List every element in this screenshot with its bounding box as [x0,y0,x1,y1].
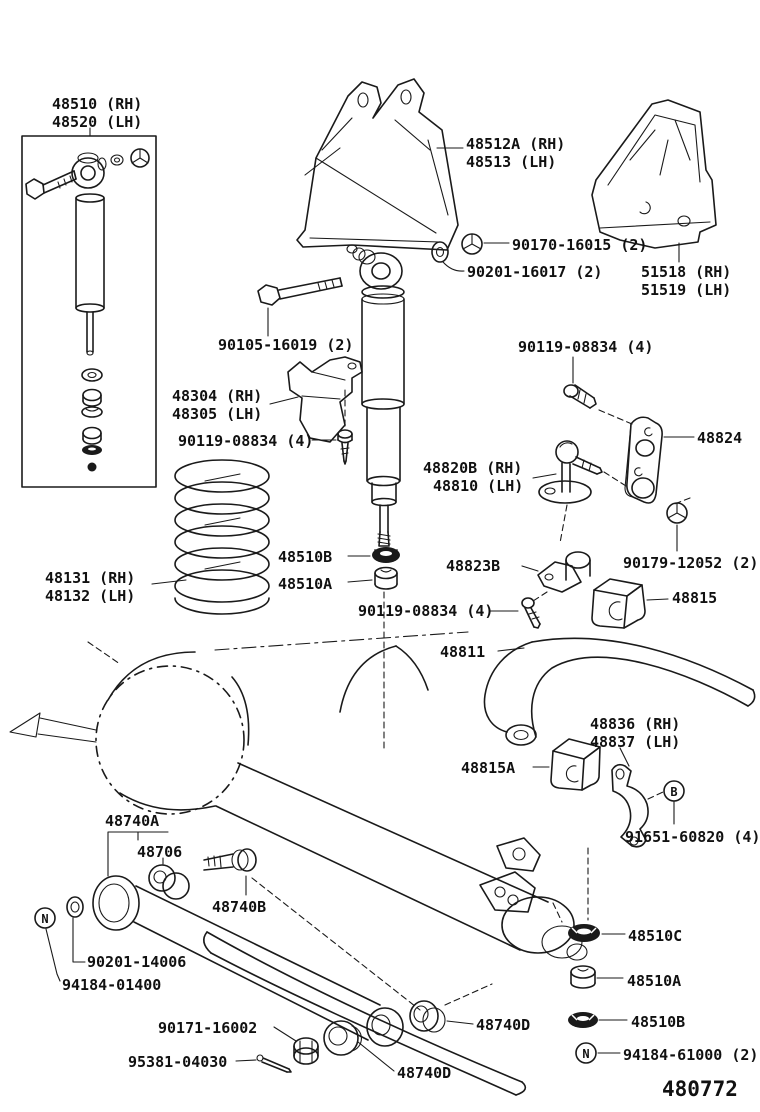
label-90119-right: 90119-08834 (4) [518,338,654,356]
bolt-90105 [258,278,342,305]
label-90119-mid: 90119-08834 (4) [358,602,494,620]
label-48740d-bottom: 48740D [397,1064,452,1082]
label-48510c: 48510C [628,927,683,945]
cotter-pin-95381 [257,1055,291,1072]
label-48740a: 48740A [105,812,160,830]
bolt-48740b [204,849,256,871]
label-48740b: 48740B [212,898,267,916]
washer-90201-16017 [432,242,448,262]
marker-n-letter-left: N [41,912,49,926]
label-90105-16019: 90105-16019 (2) [218,336,354,354]
stabilizer-link [539,441,602,503]
label-48815: 48815 [672,589,718,607]
coil-spring [175,460,269,614]
label-48132-lh: 48132 (LH) [45,587,136,605]
label-48824: 48824 [697,429,743,447]
label-48510b-right: 48510B [631,1013,686,1031]
label-48510a-center: 48510A [278,575,333,593]
washer-48510c [568,924,600,942]
plate-48824 [625,417,662,503]
label-90171-16002: 90171-16002 [158,1019,258,1037]
label-48823b: 48823B [446,557,501,575]
label-48512a-rh: 48512A (RH) [466,135,566,153]
label-48513-lh: 48513 (LH) [466,153,557,171]
label-90179-12052: 90179-12052 (2) [623,554,759,572]
label-48836-rh: 48836 (RH) [590,715,681,733]
marker-n-letter-right: N [582,1047,590,1061]
label-48510b-center: 48510B [278,548,333,566]
nut-90171 [294,1038,318,1064]
washer-90201-14006 [67,897,83,917]
nut-90179 [667,503,687,523]
label-51518-rh: 51518 (RH) [641,263,732,281]
upper-shock-bracket [297,79,458,250]
label-94184-01400: 94184-01400 [62,976,162,994]
bushing-48706 [149,865,189,899]
cushion-48510a-center [375,568,397,590]
boxed-shock-absorber-assembly [22,128,156,487]
label-48520-lh: 48520 (LH) [52,113,143,131]
label-90201-16017: 90201-16017 (2) [467,263,603,281]
bushing-48740d-bottom [324,1021,361,1055]
label-95381-04030: 95381-04030 [128,1053,228,1071]
label-94184-61000: 94184-61000 (2) [623,1046,759,1064]
screw-90119-mid [522,598,540,628]
bushing-48740d-right [410,1001,445,1032]
label-48510a-right: 48510A [627,972,682,990]
bushing-48815 [592,579,645,628]
label-48811: 48811 [440,643,486,661]
nut-90170 [462,234,482,254]
screw-90119-right [564,385,596,408]
marker-n-circle-left [35,908,55,928]
washer-48510b-right [568,1012,598,1028]
label-48810-lh: 48810 (LH) [433,477,524,495]
doc-number: 480772 [662,1077,738,1101]
washer-48510b-center [372,547,400,563]
marker-b-letter: B [670,785,678,799]
marker-n-circle-right [576,1043,596,1063]
label-48304-rh: 48304 (RH) [172,387,263,405]
label-48820b-rh: 48820B (RH) [423,459,523,477]
screw-90119-left [338,430,352,464]
label-90170-16015: 90170-16015 (2) [512,236,648,254]
label-90119-left: 90119-08834 (4) [178,432,314,450]
label-48815a: 48815A [461,759,516,777]
spring-support-bracket [592,100,716,248]
label-90201-14006: 90201-14006 [87,953,187,971]
marker-b-circle [664,781,684,801]
label-48740d-right: 48740D [476,1016,531,1034]
label-91651-60820: 91651-60820 (4) [625,828,760,846]
label-48706: 48706 [137,843,183,861]
label-48305-lh: 48305 (LH) [172,405,263,423]
bracket-48823b [538,552,590,592]
lateral-rod [204,932,526,1095]
label-51519-lh: 51519 (LH) [641,281,732,299]
center-shock-absorber [347,245,404,546]
shock-lower-bracket [288,357,362,442]
cushion-48510a-right [571,966,595,988]
label-48510-rh: 48510 (RH) [52,95,143,113]
label-48837-lh: 48837 (LH) [590,733,681,751]
label-48131-rh: 48131 (RH) [45,569,136,587]
